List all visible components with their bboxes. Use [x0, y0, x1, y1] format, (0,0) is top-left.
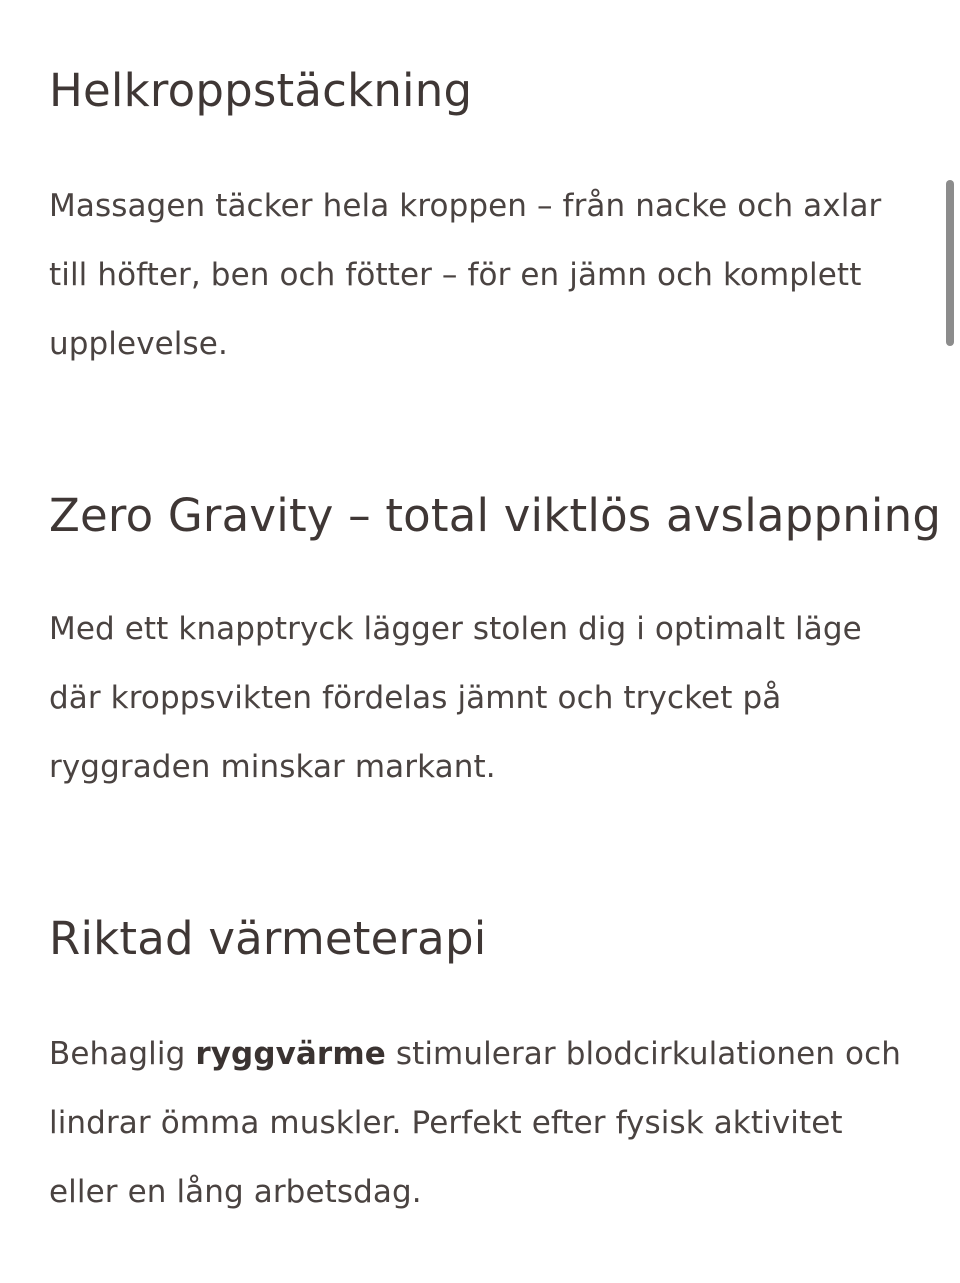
- paragraph-line: till höfter, ben och fötter – för en jämn och komplett: [49, 257, 862, 293]
- paragraph-line: eller en lång arbetsdag.: [49, 1174, 422, 1210]
- emphasis-ryggvarme: ryggvärme: [195, 1036, 386, 1072]
- paragraph-line: Massagen täcker hela kroppen – från nacke och axlar: [49, 188, 882, 224]
- paragraph-line: upplevelse.: [49, 326, 228, 362]
- feature-full-body-coverage: [49, 64, 929, 379]
- feature-heat-therapy: [49, 912, 929, 1227]
- paragraph-text: Behaglig: [49, 1036, 196, 1072]
- paragraph-line: Med ett knapptryck lägger stolen dig i optimalt läge: [49, 611, 862, 647]
- section-heading: Riktad värmeterapi: [49, 912, 487, 965]
- scrollbar-thumb[interactable]: [946, 180, 954, 346]
- section-paragraph: [49, 595, 929, 802]
- section-heading: Zero Gravity – total viktlös avslappning: [49, 489, 942, 542]
- paragraph-text: stimulerar blodcirkulationen och: [385, 1036, 902, 1072]
- section-paragraph: [49, 1020, 929, 1227]
- section-heading: Helkroppstäckning: [49, 64, 473, 117]
- paragraph-line: [49, 1020, 929, 1089]
- paragraph-line: där kroppsvikten fördelas jämnt och trycket på: [49, 680, 782, 716]
- paragraph-line: lindrar ömma muskler. Perfekt efter fysisk aktivitet: [49, 1105, 843, 1141]
- feature-zero-gravity: [49, 489, 942, 802]
- section-paragraph: [49, 172, 929, 379]
- paragraph-line: ryggraden minskar markant.: [49, 749, 496, 785]
